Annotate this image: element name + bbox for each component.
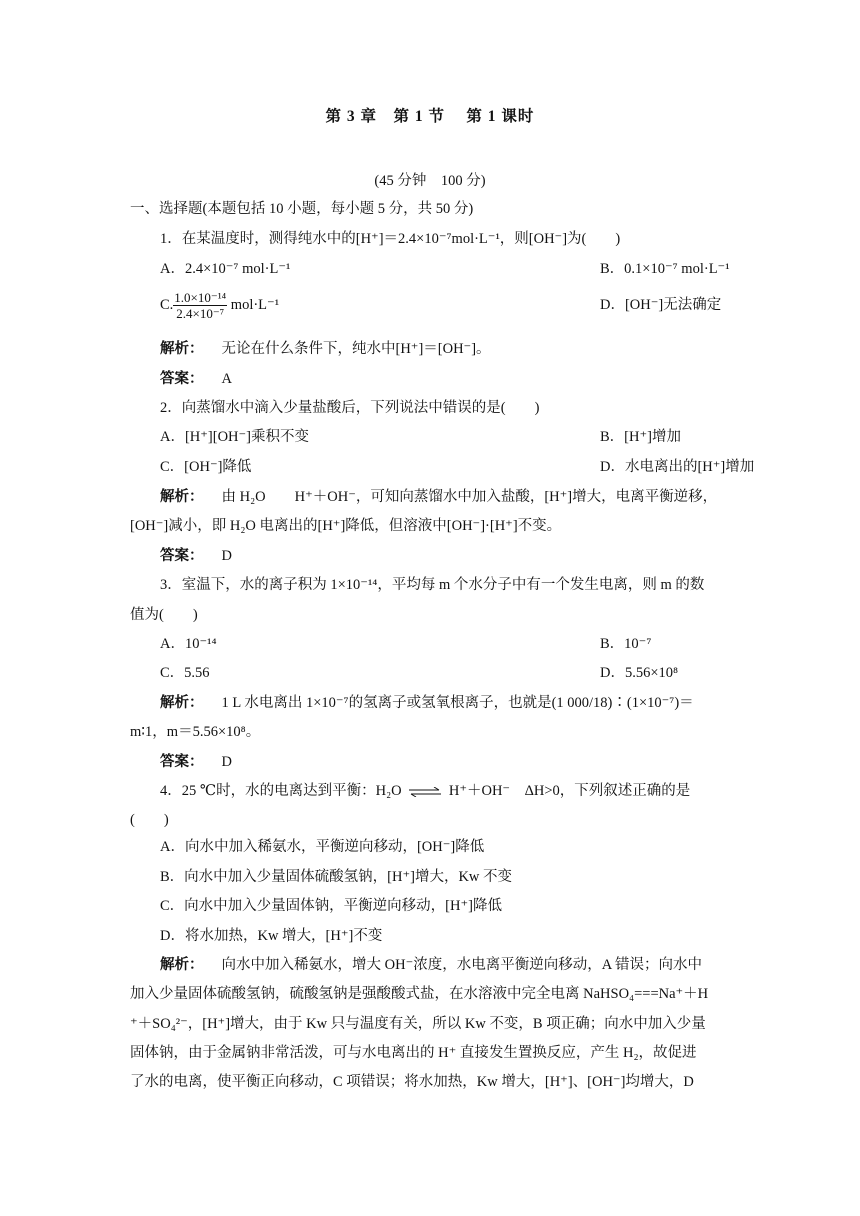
q3-option-d: D．5.56×10⁸: [600, 665, 679, 681]
q4-option-c: C．向水中加入少量固体钠，平衡逆向移动，[H⁺]降低: [160, 898, 502, 914]
answer-label: 答案：: [160, 754, 204, 770]
time-and-score: (45 分钟 100 分): [374, 173, 486, 189]
q3-analysis-line-2: m∶1，m＝5.56×10⁸。: [130, 724, 261, 740]
q2-option-b: B．[H⁺]增加: [600, 429, 681, 445]
q3-stem-line-1: 3．室温下，水的离子积为 1×10⁻¹⁴，平均每 m 个水分子中有一个发生电离，则 m 的数: [160, 577, 705, 593]
analysis-label: 解析：: [160, 695, 204, 711]
q3-stem-line-2: 值为( ): [130, 607, 198, 623]
q1-answer: 答案： A: [160, 371, 232, 387]
q1-options-cd: [160, 290, 760, 321]
q4-analysis-line-5: 了水的电离，使平衡正向移动，C 项错误；将水加热，Kw 增大，[H⁺]、[OH⁻]均增大，D: [130, 1074, 694, 1090]
analysis-label: 解析：: [160, 341, 204, 357]
q2-option-c: C．[OH⁻]降低: [160, 459, 252, 475]
q3-options-cd: [160, 663, 760, 683]
q4-analysis-line-1: 解析： 向水中加入稀氨水，增大 OH⁻浓度，水电离平衡逆向移动，A 错误；向水中: [160, 957, 703, 973]
q2-options-ab: [160, 427, 760, 447]
q1-option-a: A．2.4×10⁻⁷ mol·L⁻¹: [160, 261, 291, 277]
q1-analysis: 解析： 无论在什么条件下，纯水中[H⁺]＝[OH⁻]。: [160, 341, 491, 357]
q2-option-d: D．水电离出的[H⁺]增加: [600, 459, 755, 475]
section-heading: 一、选择题(本题包括 10 小题，每小题 5 分，共 50 分): [130, 201, 474, 217]
q1-stem: 1．在某温度时，测得纯水中的[H⁺]＝2.4×10⁻⁷mol·L⁻¹，则[OH⁻]为( ): [160, 231, 621, 247]
q3-option-c: C．5.56: [160, 665, 210, 681]
q2-analysis-line-2: [OH⁻]减小，即 H₂O 电离出的[H⁺]降低，但溶液中[OH⁻]·[H⁺]不变。: [130, 518, 562, 534]
q4-option-a: A．向水中加入稀氨水，平衡逆向移动，[OH⁻]降低: [160, 839, 485, 855]
equilibrium-arrow-icon: [405, 781, 445, 801]
q1-options-ab: [160, 259, 760, 279]
q4-option-d: D．将水加热，Kw 增大，[H⁺]不变: [160, 928, 383, 944]
q4-option-b: B．向水中加入少量固体硫酸氢钠，[H⁺]增大，Kw 不变: [160, 869, 513, 885]
q2-stem: 2．向蒸馏水中滴入少量盐酸后，下列说法中错误的是( ): [160, 400, 540, 416]
q1-option-c: C. $\frac{\text{1.0×10⁻¹⁴}}{\text{2.4×10⁻⁷}}$ mol·L⁻¹: [160, 290, 280, 322]
analysis-label: 解析：: [160, 489, 204, 505]
page-title: 第 3 章 第 1 节 第 1 课时: [325, 108, 535, 125]
q1-option-c-fraction: $\frac{\text{1.0×10⁻¹⁴}}{\text{2.4×10⁻⁷}}$: [174, 290, 227, 322]
q4-analysis-line-4: 固体钠，由于金属钠非常活泼，可与水电离出的 H⁺ 直接发生置换反应，产生 H₂，故促进: [130, 1045, 697, 1061]
q4-analysis-line-2: 加入少量固体硫酸氢钠，硫酸氢钠是强酸酸式盐，在水溶液中完全电离 NaHSO₄===Na⁺＋H: [130, 986, 709, 1002]
q2-analysis-line-1: 解析： 由 H₂O H⁺＋OH⁻，可知向蒸馏水中加入盐酸，[H⁺]增大，电离平衡逆移，: [160, 489, 718, 505]
q2-option-a: A．[H⁺][OH⁻]乘积不变: [160, 429, 310, 445]
q1-option-b: B．0.1×10⁻⁷ mol·L⁻¹: [600, 261, 730, 277]
q4-analysis-line-3: ⁺＋SO₄²⁻，[H⁺]增大，由于 Kw 只与温度有关，所以 Kw 不变，B 项正确；向水中加入少量: [130, 1016, 706, 1032]
q2-options-cd: [160, 457, 760, 477]
q3-option-a: A．10⁻¹⁴: [160, 636, 217, 652]
q4-stem-line-2: ( ): [130, 812, 169, 828]
q3-options-ab: [160, 634, 760, 654]
answer-label: 答案：: [160, 371, 204, 387]
q3-analysis-line-1: 解析： 1 L 水电离出 1×10⁻⁷的氢离子或氢氧根离子，也就是(1 000/18)∶(1×10⁻⁷)＝: [160, 695, 694, 711]
q2-answer: 答案： D: [160, 548, 232, 564]
analysis-label: 解析：: [160, 957, 204, 973]
q3-option-b: B．10⁻⁷: [600, 636, 652, 652]
q3-answer: 答案： D: [160, 754, 232, 770]
answer-label: 答案：: [160, 548, 204, 564]
q1-option-d: D．[OH⁻]无法确定: [600, 297, 722, 313]
q4-stem-line-1: 4．25 ℃时，水的电离达到平衡：H₂O H⁺＋OH⁻ ΔH>0，下列叙述正确的是: [160, 783, 691, 799]
